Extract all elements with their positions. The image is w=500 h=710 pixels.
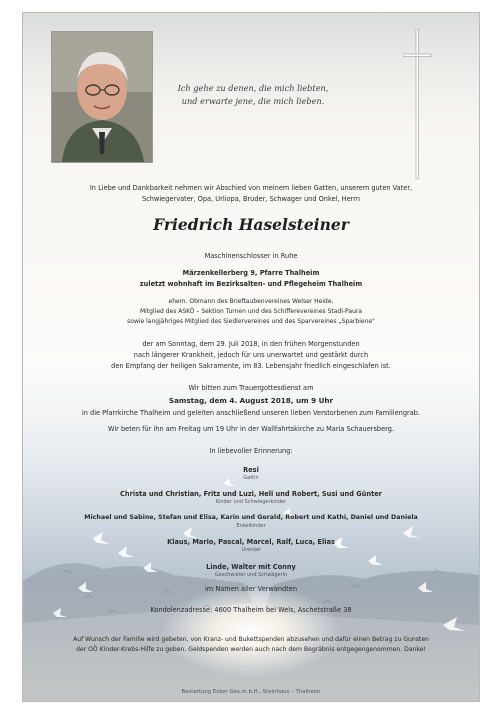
funeral-home-footer: Bestattung Ecker Ges.m.b.H., Steinhaus – Thalheim — [181, 689, 321, 695]
address-line-2: zuletzt wohnhaft im Bezirksalten- und Pflegeheim Thalheim — [139, 280, 363, 288]
mourner-names-1: Resi — [243, 466, 259, 474]
service-date: Samstag, dem 4. August 2018, um 9 Uhr — [168, 396, 334, 405]
donation-line-1: Auf Wunsch der Familie wird gebeten, von Kranz- und Bukettspenden abzusehen und dafür einen Betrag zu Gunsten — [73, 636, 429, 643]
address-line-1: Märzenkellerberg 9, Pfarre Thalheim — [182, 269, 320, 277]
profession: Maschinenschlosser in Ruhe — [204, 252, 298, 260]
clubs-line-3: sowie langjähriges Mitglied des Siedlervereines und des Sparvereines „Sparbiene" — [127, 318, 375, 325]
mourner-names-5: Linde, Walter mit Conny — [206, 563, 296, 571]
mourner-names-4: Klaus, Mario, Pascal, Marcel, Ralf, Luca, Elias — [167, 538, 335, 546]
cross-icon — [403, 29, 433, 189]
memorial-quote — [173, 82, 333, 108]
clubs-line-2: Mitglied des ASKÖ – Sektion Turnen und des Schifferevereines Stadl-Paura — [139, 308, 363, 315]
death-line-2: nach längerer Krankheit, jedoch für uns unerwartet und gestärkt durch — [133, 351, 369, 359]
relatives-note: im Namen aller Verwandten — [204, 585, 298, 593]
prayer-info: Wir beten für ihn am Freitag um 19 Uhr in der Wallfahrtskirche zu Maria Schauersberg. — [107, 425, 395, 433]
quote-line-1: Ich gehe zu denen, die mich liebten, — [177, 83, 329, 93]
death-line-3: den Empfang der heiligen Sakramente, im 83. Lebensjahr friedlich eingeschlafen ist. — [111, 362, 391, 370]
death-line-1: der am Sonntag, dem 29. Juli 2018, in den frühen Morgenstunden — [142, 340, 360, 348]
service-invite: Wir bitten zum Trauergottesdienst am — [188, 384, 314, 392]
mourner-names-3: Michael und Sabine, Stefan und Elisa, Karin und Gerald, Robert und Kathi, Daniel und Daniela — [84, 514, 418, 521]
mourner-role-3: Enkelkinder — [236, 523, 266, 529]
deceased-name: Friedrich Haselsteiner — [153, 215, 349, 234]
clubs-line-1: ehem. Obmann des Brieftaubenvereines Welser Heide, — [168, 298, 334, 305]
intro-line-1: In Liebe und Dankbarkeit nehmen wir Abschied von meinem lieben Gatten, unserem guten Vater, — [89, 184, 413, 192]
mourner-role-2: Kinder und Schwiegerkinder — [215, 499, 287, 505]
mourner-names-2: Christa und Christian, Fritz und Luzi, Heli und Robert, Susi und Günter — [120, 490, 382, 498]
quote-line-2: und erwarte jene, die mich lieben. — [181, 96, 325, 106]
donation-line-2: der OÖ Kinder-Krebs-Hilfe zu geben. Geldspenden werden auch nach dem Begräbnis entgegengenommen. Danke! — [76, 646, 426, 653]
mourner-role-1: Gattin — [243, 475, 259, 481]
mourner-role-4: Urenkel — [241, 547, 261, 553]
portrait-photo — [51, 31, 153, 163]
mourner-role-5: Geschwister und Schwägerin — [214, 572, 288, 578]
memory-heading: In liebevoller Erinnerung: — [209, 447, 293, 455]
condolence-address: Kondolenzadresse: 4600 Thalheim bei Wels, Aschetstraße 38 — [150, 606, 352, 614]
intro-line-2: Schwiegervater, Opa, Urliopa, Bruder, Schwager und Onkel, Herrn — [141, 195, 361, 203]
service-location: in die Pfarrkirche Thalheim und geleiten anschließend unseren lieben Verstorbenen zum Familiengrab. — [81, 409, 421, 417]
death-notice-card — [22, 12, 480, 702]
